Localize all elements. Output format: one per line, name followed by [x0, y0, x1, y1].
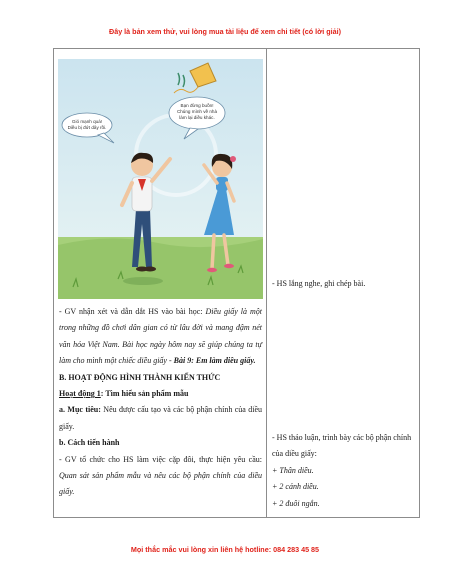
- footer-notice: Mọi thắc mắc vui lòng xin liên hệ hotline: 084 283 45 85: [130, 545, 320, 554]
- student-response-listen: - HS lắng nghe, ghi chép bài.: [272, 279, 366, 288]
- intro-lead: - GV nhận xét và dẫn dắt HS vào bài học:: [59, 307, 206, 316]
- svg-text:Diều bị đứt dây rồi.: Diều bị đứt dây rồi.: [67, 125, 107, 130]
- goal-paragraph: [59, 402, 262, 435]
- column-divider: [266, 49, 267, 517]
- lesson-table: [53, 48, 420, 518]
- student-response-discuss: - HS thảo luận, trình bày các bộ phận chính của diều giấy:: [272, 433, 412, 459]
- kite-part-item: + 2 đuôi ngắn.: [272, 498, 320, 508]
- kite-part-item: + 2 cánh diều.: [272, 482, 319, 492]
- student-response-1: [272, 276, 418, 292]
- task-italic: Quan sát sản phẩm mẫu và nêu các bộ phận chính của diều giấy.: [59, 471, 262, 497]
- header-notice: Đây là bản xem thử, vui lòng mua tài liệu để xem chi tiết (có lời giải): [109, 27, 341, 36]
- activity-heading: [59, 386, 262, 402]
- section-heading: B. HOẠT ĐỘNG HÌNH THÀNH KIẾN THỨC: [59, 372, 221, 382]
- svg-text:Chúng mình về nhà: Chúng mình về nhà: [176, 109, 218, 114]
- goal-label: a. Mục tiêu:: [59, 405, 101, 415]
- method-heading: b. Cách tiến hành: [59, 438, 120, 448]
- kite-illustration: [58, 59, 263, 299]
- lesson-title: Bài 9: Em làm diều giấy.: [173, 356, 256, 366]
- svg-text:Gió mạnh quá!: Gió mạnh quá!: [71, 119, 103, 124]
- task-paragraph: [59, 452, 262, 501]
- svg-text:làm lại diều khác.: làm lại diều khác.: [179, 115, 215, 120]
- activity-label: Hoạt động 1: [59, 389, 101, 399]
- kite-part-item: + Thân diều.: [272, 465, 314, 475]
- activity-title: : Tìm hiểu sản phẩm mẫu: [100, 389, 189, 399]
- teacher-activities: [59, 304, 262, 501]
- intro-italic: Diều giấy là một trong những đồ chơi dân gian có từ lâu đời và mang đậm nét văn hóa Việt Nam. Bài học ngày hôm nay sẽ giúp chúng ta tự làm cho mình một chiếc diều giấy -: [59, 307, 262, 366]
- task-lead: - GV tổ chức cho HS làm việc cặp đôi, thực hiện yêu cầu:: [59, 454, 262, 464]
- goal-text: Nêu được cấu tạo và các bộ phận chính của diều giấy.: [59, 405, 262, 431]
- student-response-2: [272, 430, 418, 512]
- intro-paragraph: [59, 304, 262, 370]
- svg-text:Bạn đừng buồn!: Bạn đừng buồn!: [180, 103, 214, 108]
